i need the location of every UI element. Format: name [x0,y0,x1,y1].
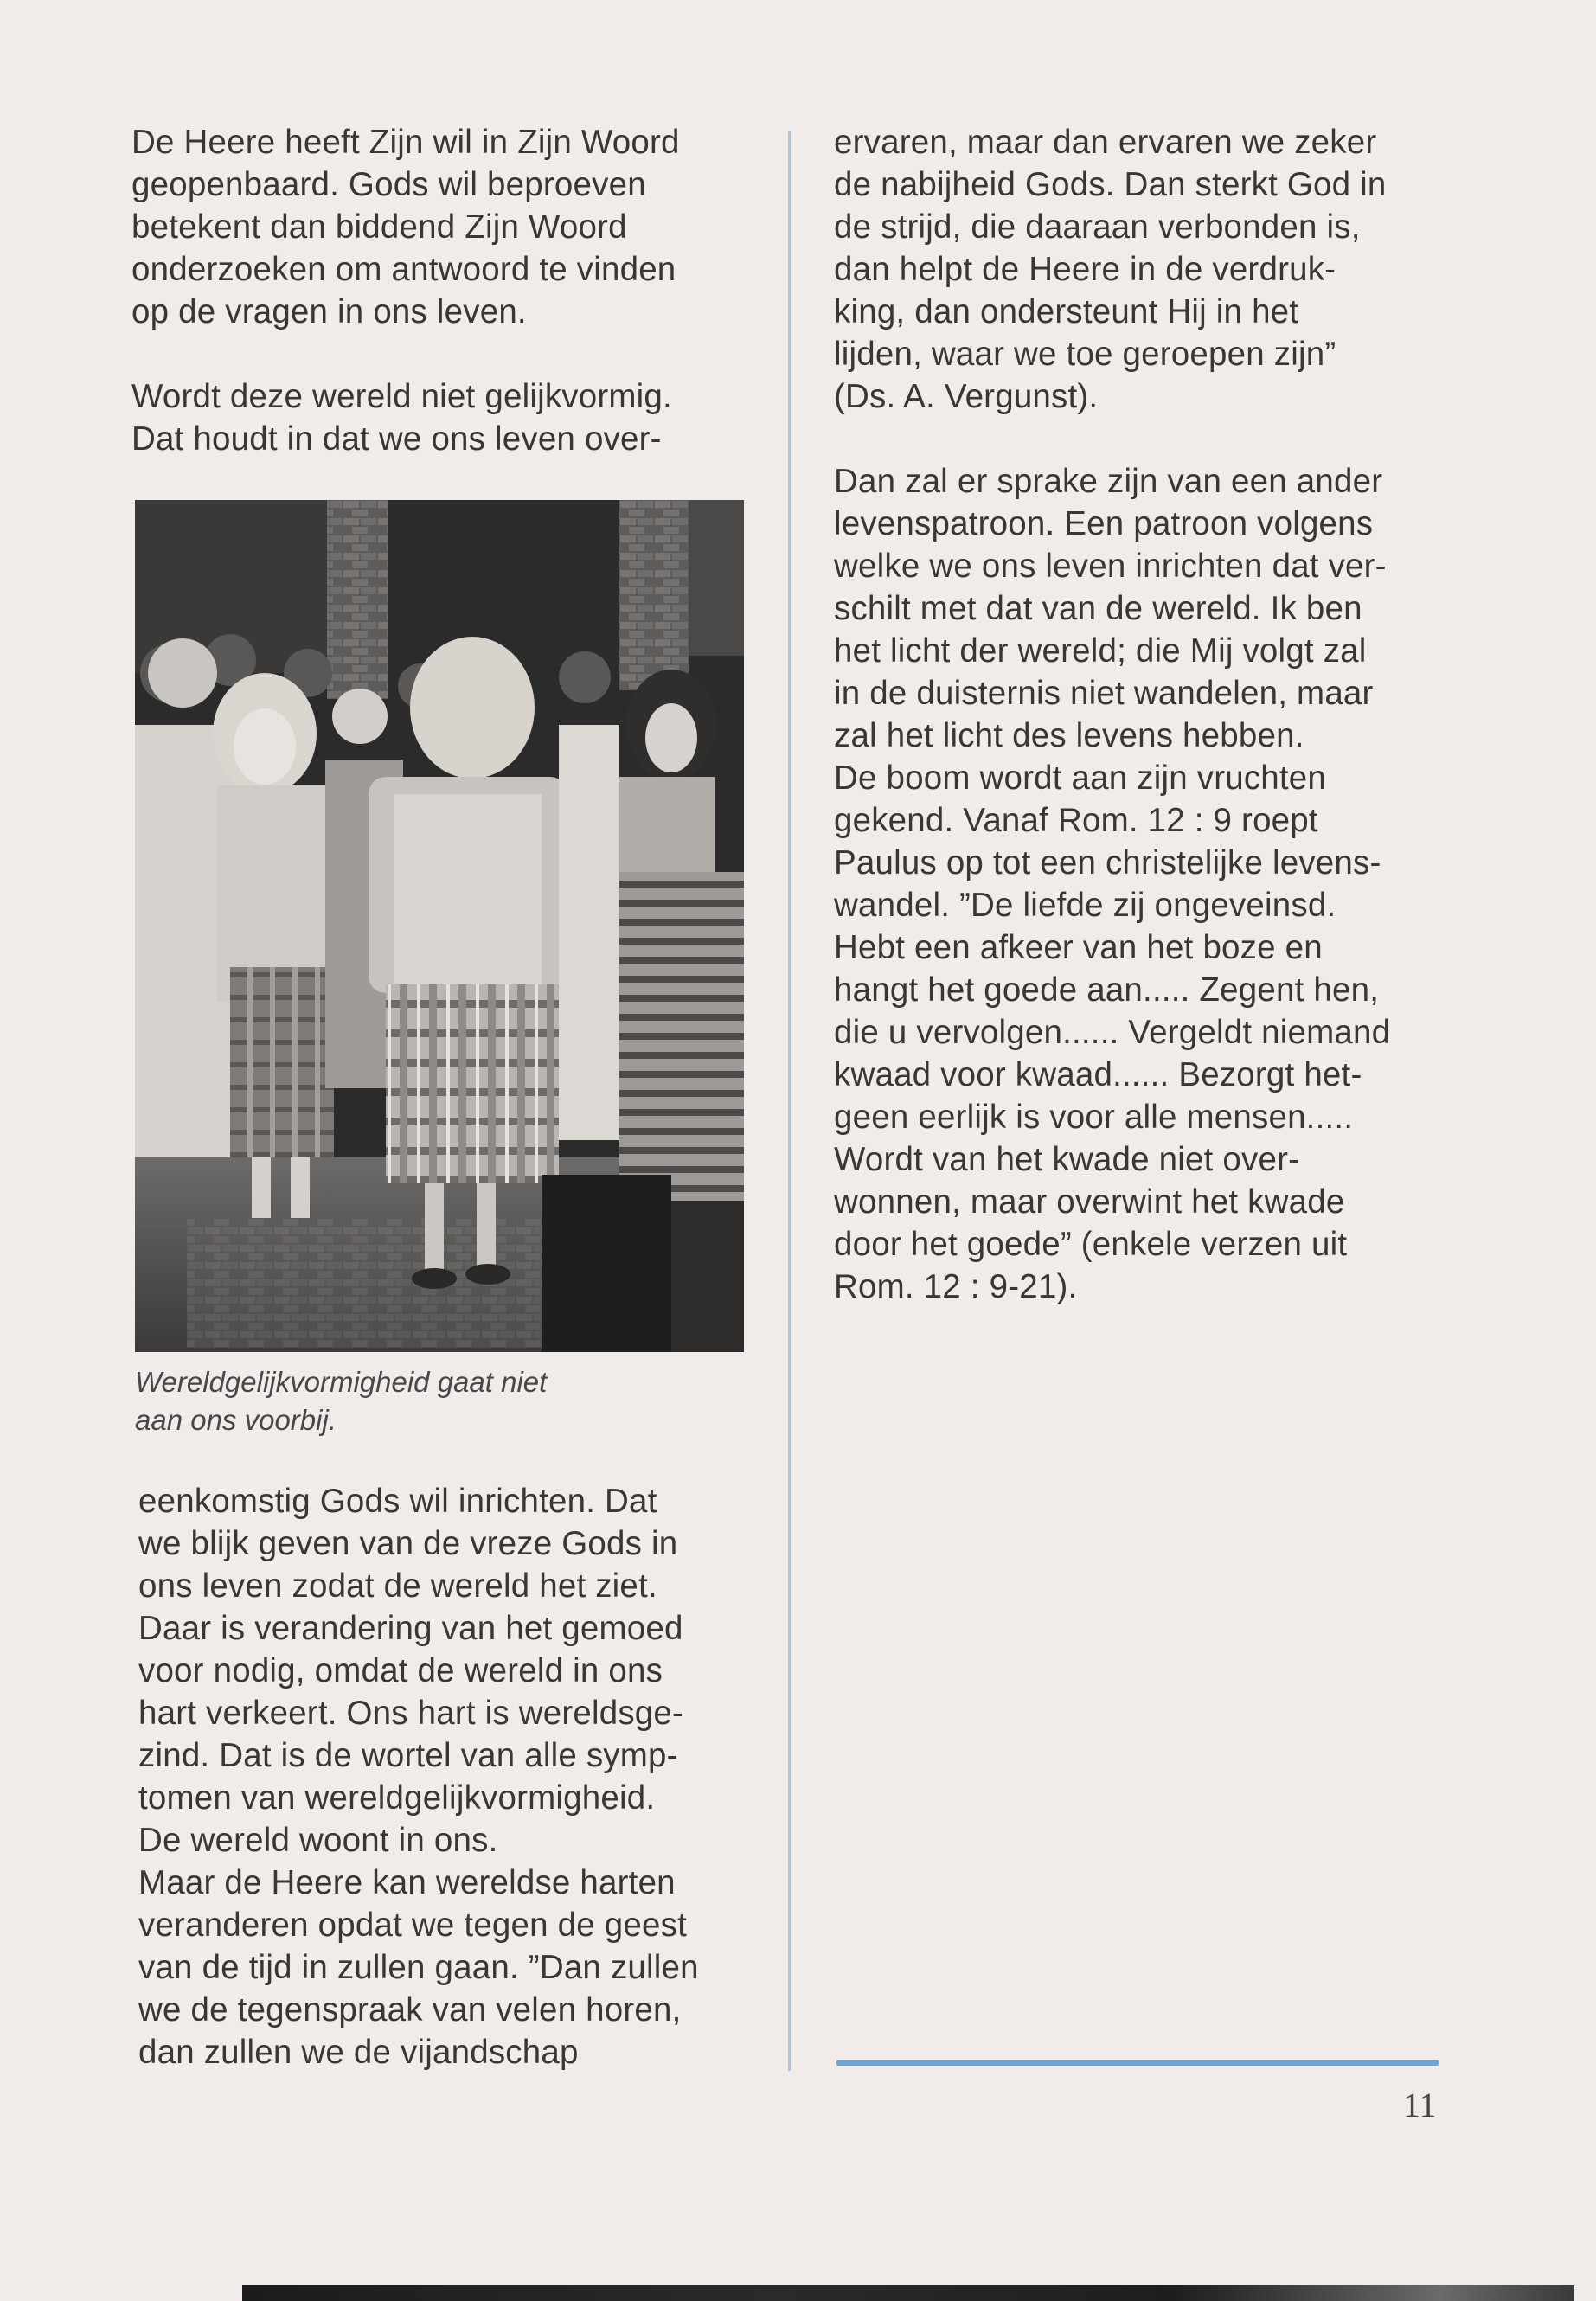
text-line: lijden, waar we toe geroepen zijn” [834,336,1336,373]
text-line: levenspatroon. Een patroon volgens [834,505,1374,542]
text-line: schilt met dat van de wereld. Ik ben [834,590,1362,627]
text-line: Rom. 12 : 9-21). [834,1268,1078,1305]
text-line: wonnen, maar overwint het kwade [834,1183,1345,1221]
text-line: De wereld woont in ons. [138,1822,498,1859]
text-line: veranderen opdat we tegen de geest [138,1907,687,1944]
crowd-photo-illustration [135,500,744,1352]
text-line: Wordt van het kwade niet over- [834,1141,1300,1178]
page-number: 11 [1403,2086,1437,2125]
text-line: (Ds. A. Vergunst). [834,378,1099,415]
text-line: onderzoeken om antwoord te vinden [131,251,676,288]
caption-line: aan ons voorbij. [135,1404,337,1436]
text-line: welke we ons leven inrichten dat ver- [834,548,1387,585]
text-line: Dat houdt in dat we ons leven over- [131,420,662,458]
text-line: dan helpt de Heere in de verdruk- [834,251,1336,288]
text-line: in de duisternis niet wandelen, maar [834,675,1374,712]
text-line: de strijd, die daaraan verbonden is, [834,208,1361,246]
text-line: we blijk geven van de vreze Gods in [138,1525,678,1562]
accent-rule [836,2060,1439,2066]
text-line: betekent dan biddend Zijn Woord [131,208,627,246]
text-line: hart verkeert. Ons hart is wereldsge- [138,1695,684,1732]
crowd-photo [135,500,744,1352]
blank-line [131,333,680,375]
text-line: gekend. Vanaf Rom. 12 : 9 roept [834,802,1318,839]
text-line: dan zullen we de vijandschap [138,2034,579,2071]
text-line: De Heere heeft Zijn wil in Zijn Woord [131,124,680,161]
text-line: zal het licht des levens hebben. [834,717,1304,754]
text-line: op de vragen in ons leven. [131,293,527,330]
text-line: Maar de Heere kan wereldse harten [138,1864,676,1901]
text-line: geopenbaard. Gods wil beproeven [131,166,646,203]
text-line: we de tegenspraak van velen horen, [138,1991,682,2029]
text-line: Wordt deze wereld niet gelijkvormig. [131,378,672,415]
text-line: van de tijd in zullen gaan. ”Dan zullen [138,1949,699,1986]
text-line: Paulus op tot een christelijke levens- [834,844,1381,881]
text-line: Hebt een afkeer van het boze en [834,929,1323,966]
text-line: tomen van wereldgelijkvormigheid. [138,1779,656,1817]
text-line: ons leven zodat de wereld het ziet. [138,1567,657,1605]
caption-line: Wereldgelijkvormigheid gaat niet [135,1366,548,1398]
text-line: hangt het goede aan..... Zegent hen, [834,971,1380,1009]
text-line: het licht der wereld; die Mij volgt zal [834,632,1367,670]
left-column-bottom-text [138,1480,699,2073]
scan-edge-strip [242,2285,1574,2301]
text-line: king, dan ondersteunt Hij in het [834,293,1299,330]
photo-caption [135,1363,547,1439]
left-column-top-text [131,121,680,460]
text-line: De boom wordt aan zijn vruchten [834,760,1327,797]
text-line: wandel. ”De liefde zij ongeveinsd. [834,887,1336,924]
text-line: die u vervolgen...... Vergeldt niemand [834,1014,1391,1051]
text-line: eenkomstig Gods wil inrichten. Dat [138,1483,657,1520]
text-line: Daar is verandering van het gemoed [138,1610,683,1647]
text-line: voor nodig, omdat de wereld in ons [138,1652,663,1689]
column-divider [788,131,791,2071]
text-line: kwaad voor kwaad...... Bezorgt het- [834,1056,1362,1093]
text-line: zind. Dat is de wortel van alle symp- [138,1737,678,1774]
text-line: de nabijheid Gods. Dan sterkt God in [834,166,1387,203]
text-line: ervaren, maar dan ervaren we zeker [834,124,1377,161]
text-line: geen eerlijk is voor alle mensen..... [834,1099,1354,1136]
text-line: Dan zal er sprake zijn van een ander [834,463,1383,500]
right-column-text [834,121,1390,1308]
blank-line [834,418,1390,460]
text-line: door het goede” (enkele verzen uit [834,1226,1348,1263]
